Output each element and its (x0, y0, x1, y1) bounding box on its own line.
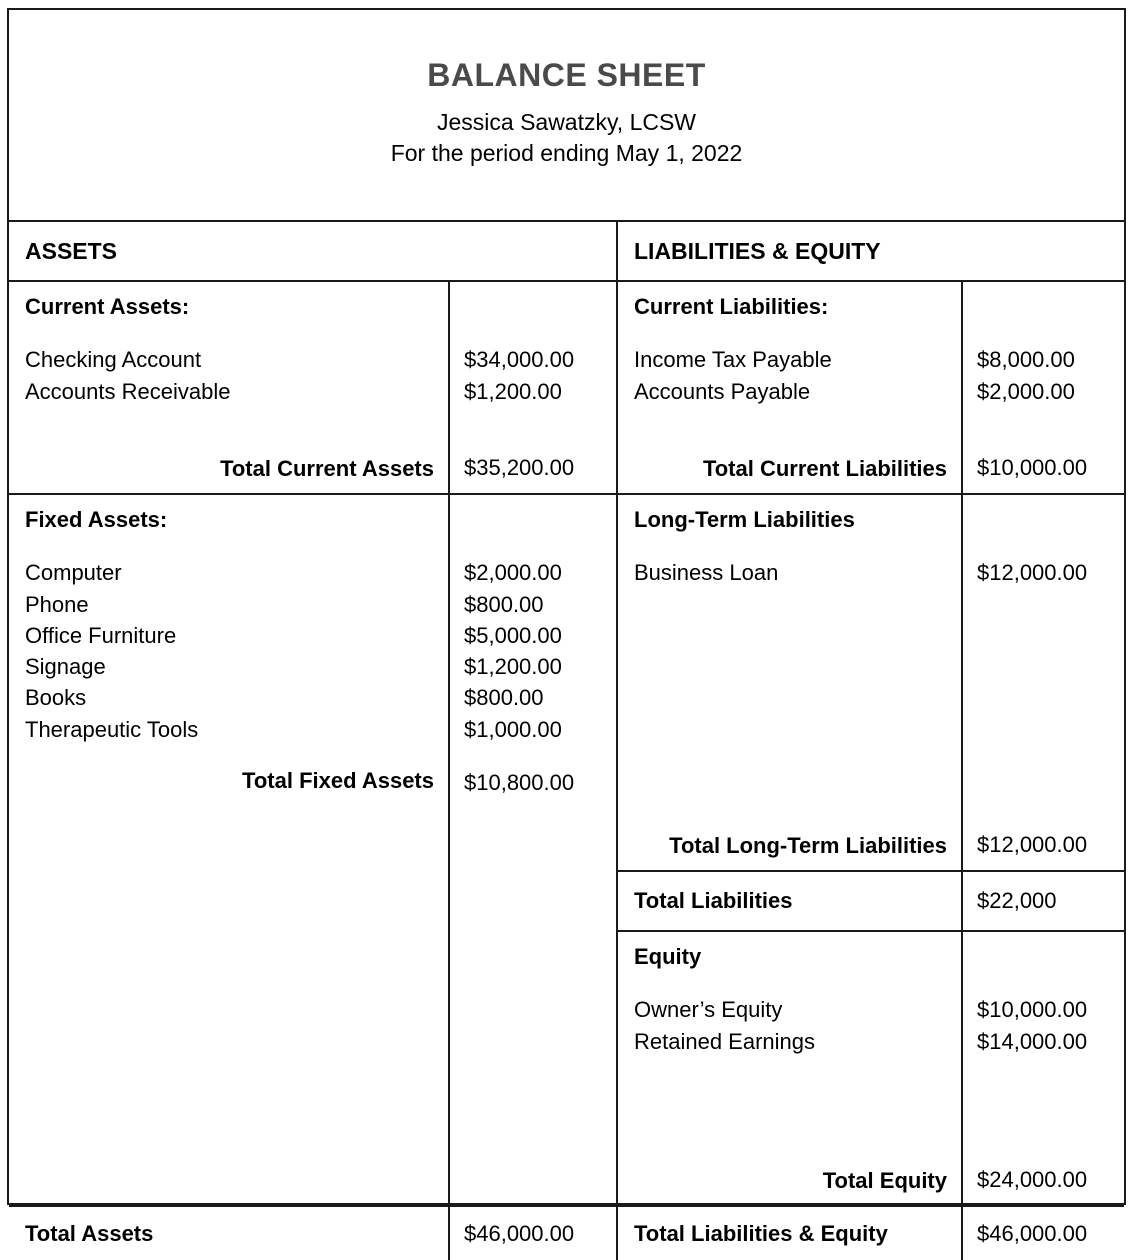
spacer (634, 589, 947, 832)
entity-name: Jessica Sawatzky, LCSW (436, 109, 697, 136)
spacer (977, 292, 1110, 322)
list-item: Retained Earnings (634, 1028, 816, 1054)
spacer (634, 972, 947, 994)
spacer (464, 505, 602, 535)
list-item: Phone (25, 591, 89, 617)
list-item-value: $1,000.00 (464, 716, 562, 742)
current-liabilities-subhead: Current Liabilities: (634, 294, 829, 319)
list-item: Computer (25, 560, 122, 586)
list-item: Therapeutic Tools (25, 716, 199, 742)
list-item: Signage (25, 654, 106, 680)
fixed-assets-total-label: Total Fixed Assets (242, 767, 434, 793)
spacer (977, 535, 1110, 557)
list-item: Business Loan (634, 560, 779, 586)
spacer (464, 322, 602, 344)
total-liabilities-equity-value: $46,000.00 (977, 1220, 1088, 1246)
fixed-assets-total-value: $10,800.00 (464, 769, 575, 795)
list-item: Checking Account (25, 347, 202, 373)
list-item-value: $8,000.00 (977, 347, 1075, 373)
current-assets-block (9, 282, 616, 495)
list-item-value: $1,200.00 (464, 654, 562, 680)
long-term-liabilities-total-value: $12,000.00 (977, 831, 1088, 857)
fixed-assets-values (450, 495, 616, 1205)
list-item-value: $1,200.00 (464, 378, 562, 404)
spacer (25, 407, 434, 455)
spacer (634, 535, 947, 557)
fixed-assets-labels (9, 495, 450, 1205)
list-item-value: $34,000.00 (464, 347, 575, 373)
fixed-assets-block (9, 495, 616, 1205)
long-term-liabilities-labels (618, 495, 963, 870)
list-item-value: $5,000.00 (464, 622, 562, 648)
balance-sheet-body (9, 222, 1124, 1205)
period-label: For the period ending May 1, 2022 (390, 139, 743, 166)
liabilities-equity-section-header: LIABILITIES & EQUITY (618, 222, 1124, 282)
total-liabilities-label: Total Liabilities (618, 872, 963, 930)
spacer (464, 407, 602, 452)
list-item-value: $12,000.00 (977, 560, 1088, 586)
spacer (464, 798, 602, 1195)
spacer (977, 972, 1110, 994)
fixed-assets-subhead: Fixed Assets: (25, 507, 168, 532)
spacer (634, 1057, 947, 1167)
equity-values (963, 932, 1124, 1205)
spacer (464, 292, 602, 322)
current-liabilities-total-value: $10,000.00 (977, 454, 1088, 480)
current-liabilities-total-label: Total Current Liabilities (702, 455, 947, 481)
spacer (25, 795, 434, 1195)
document-header (9, 10, 1124, 222)
assets-column (9, 222, 618, 1205)
spacer (25, 322, 434, 344)
total-liabilities-equity-label: Total Liabilities & Equity (618, 1207, 963, 1260)
list-item: Owner’s Equity (634, 997, 783, 1023)
list-item-value: $2,000.00 (464, 560, 562, 586)
spacer (977, 407, 1110, 452)
equity-total-value: $24,000.00 (977, 1166, 1088, 1192)
spacer (464, 535, 602, 557)
current-assets-values (450, 282, 616, 493)
long-term-liabilities-block (618, 495, 1124, 872)
long-term-liabilities-values (963, 495, 1124, 870)
list-item: Accounts Receivable (25, 378, 231, 404)
current-liabilities-values (963, 282, 1124, 493)
current-liabilities-block (618, 282, 1124, 495)
spacer (634, 322, 947, 344)
list-item-value: $10,000.00 (977, 997, 1088, 1023)
list-item: Accounts Payable (634, 378, 811, 404)
spacer (25, 745, 434, 767)
spacer (977, 322, 1110, 344)
spacer (977, 942, 1110, 972)
assets-section-header: ASSETS (9, 222, 616, 282)
list-item: Books (25, 685, 87, 711)
spacer (464, 745, 602, 767)
spacer (977, 505, 1110, 535)
current-assets-total-value: $35,200.00 (464, 454, 575, 480)
liabilities-equity-column (618, 222, 1124, 1205)
total-assets-label: Total Assets (9, 1207, 450, 1260)
list-item: Office Furniture (25, 622, 177, 648)
equity-total-label: Total Equity (822, 1167, 947, 1193)
list-item-value: $800.00 (464, 591, 544, 617)
current-assets-labels (9, 282, 450, 493)
total-liabilities-row (618, 872, 1124, 932)
long-term-liabilities-subhead: Long-Term Liabilities (634, 507, 855, 532)
list-item-value: $2,000.00 (977, 378, 1075, 404)
equity-block (618, 932, 1124, 1205)
current-assets-total-label: Total Current Assets (220, 455, 434, 481)
equity-subhead: Equity (634, 944, 702, 969)
grand-totals-row (9, 1205, 1124, 1260)
page-title: BALANCE SHEET (427, 57, 706, 93)
current-assets-subhead: Current Assets: (25, 294, 190, 319)
list-item: Income Tax Payable (634, 347, 832, 373)
spacer (634, 407, 947, 455)
current-liabilities-labels (618, 282, 963, 493)
spacer (977, 1057, 1110, 1164)
spacer (977, 589, 1110, 829)
balance-sheet-document (7, 8, 1126, 1246)
list-item-value: $800.00 (464, 685, 544, 711)
spacer (25, 535, 434, 557)
equity-labels (618, 932, 963, 1205)
long-term-liabilities-total-label: Total Long-Term Liabilities (669, 832, 947, 858)
total-assets-value: $46,000.00 (450, 1207, 618, 1260)
list-item-value: $14,000.00 (977, 1028, 1088, 1054)
total-liabilities-value: $22,000 (977, 888, 1057, 913)
